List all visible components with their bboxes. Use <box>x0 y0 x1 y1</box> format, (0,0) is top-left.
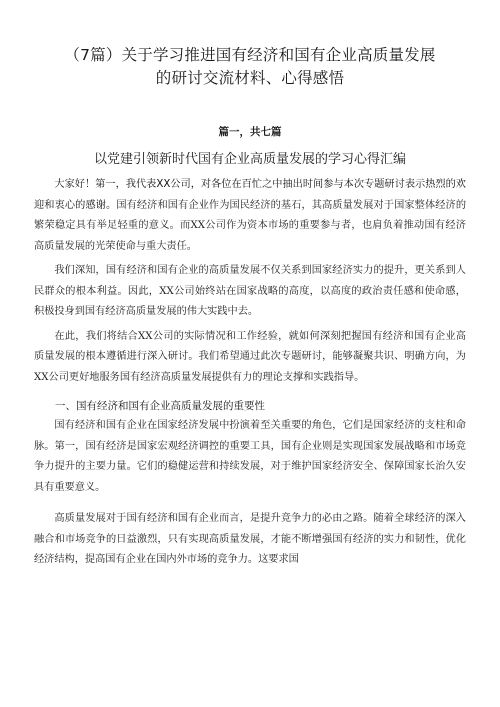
section-heading: 以党建引领新时代国有企业高质量发展的学习心得汇编 <box>93 152 406 167</box>
document-title-line2: 的研讨交流材料、心得感悟 <box>155 69 345 87</box>
paragraph-3: 在此，我们将结合XX公司的实际情况和工作经验，就如何深刻把握国有经济和国有企业高质量发展的根本遵循进行深入研讨。我们希望通过此次专题研讨，能够凝聚共识、明确方向，为XX公司更好地服务国有经济高质量发展提供有力的理论支撑和实践指导。 <box>34 330 466 383</box>
paragraph-1 <box>34 175 466 257</box>
document-title <box>34 0 466 90</box>
paragraph-5: 高质量发展对于国有经济和国有企业而言，是提升竞争力的必由之路。随着全球经济的深入融合和市场竞争的日益激烈，只有实现高质量发展，才能不断增强国有经济的实力和韧性，优化经济结构，提高国有企业在国内外市场的竞争力。这要求国 <box>34 513 466 565</box>
document-title-line1: （7篇）关于学习推进国有经济和国有企业高质量发展 <box>64 46 436 64</box>
paragraph-2: 我们深知，国有经济和国有企业的高质量发展不仅关系到国家经济实力的提升，更关系到人民群众的根本利益。因此，XX公司始终站在国家战略的高度，以高度的政治责任感和使命感，积极投身到国有经济高质量发展的伟大实践中去。 <box>34 265 466 317</box>
chapter-label: 篇一，共七篇 <box>218 126 282 138</box>
paragraph-1-rest: 国有经济和国有企业作为国民经济的基石，其高质量发展对于国家整体经济的繁荣稳定具有举足轻重的意义。而XX公司作为资本市场的重要参与者，也肩负着推动国有经济高质量发展的光荣使命与重大责任。 <box>34 199 467 252</box>
paragraph-1-lead: 大家好！第一，我代表XX公司，对各位在百忙之中抽出时间参与本次专题研讨表示热烈的欢迎和衷心的感谢。 <box>34 179 466 211</box>
subheading-1: 一、国有经济和国有企业高质量发展的重要性 <box>55 400 265 412</box>
paragraph-4: 国有经济和国有企业在国家经济发展中扮演着至关重要的角色，它们是国家经济的支柱和命脉。第一，国有经济是国家宏观经济调控的重要工具，国有企业则是实现国家发展战略和市场竞争力提升的主要力量。它们的稳健运营和持续发展，对于维护国家经济安全、保障国家长治久安具有重要意义。 <box>34 420 466 493</box>
